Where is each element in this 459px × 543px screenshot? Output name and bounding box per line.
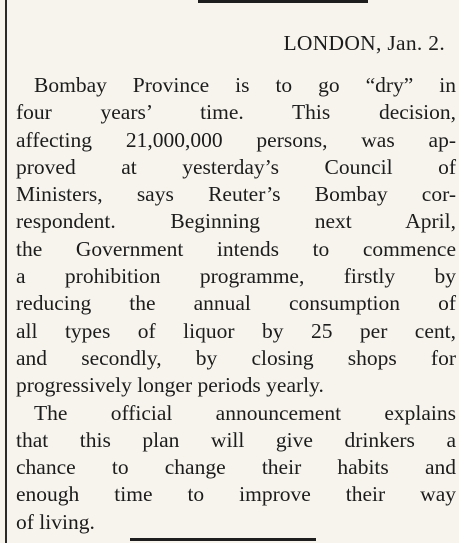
text-line: and secondly, by closing shops for bbox=[16, 345, 456, 370]
text-line: that this plan will give drinkers a bbox=[16, 427, 456, 452]
dateline: LONDON, Jan. 2. bbox=[283, 31, 445, 55]
text-line: of living. bbox=[16, 509, 95, 534]
text-line: enough time to improve their way bbox=[16, 482, 456, 507]
text-line: proved at yesterday’s Council of bbox=[16, 154, 456, 179]
paragraph-1 bbox=[16, 72, 456, 400]
text-line: chance to change their habits and bbox=[16, 455, 456, 480]
text-line: all types of liquor by 25 per cent, bbox=[16, 318, 456, 343]
text-line: four years’ time. This decision, bbox=[16, 100, 456, 125]
text-line: The official announcement explains bbox=[34, 400, 456, 425]
text-line: a prohibition programme, firstly by bbox=[16, 264, 456, 289]
text-line: reducing the annual consumption of bbox=[16, 291, 456, 316]
text-line: affecting 21,000,000 persons, was ap- bbox=[16, 127, 456, 152]
bottom-rule bbox=[130, 538, 316, 541]
article-body bbox=[16, 72, 456, 536]
text-line: respondent. Beginning next April, bbox=[16, 209, 456, 234]
top-rule bbox=[198, 0, 368, 3]
text-line: progressively longer periods yearly. bbox=[16, 373, 324, 398]
text-line: the Government intends to commence bbox=[16, 236, 456, 261]
text-line: Ministers, says Reuter’s Bombay cor- bbox=[16, 182, 456, 207]
text-line: Bombay Province is to go “dry” in bbox=[34, 73, 456, 97]
column-rule bbox=[5, 0, 7, 543]
paragraph-2 bbox=[16, 400, 456, 536]
